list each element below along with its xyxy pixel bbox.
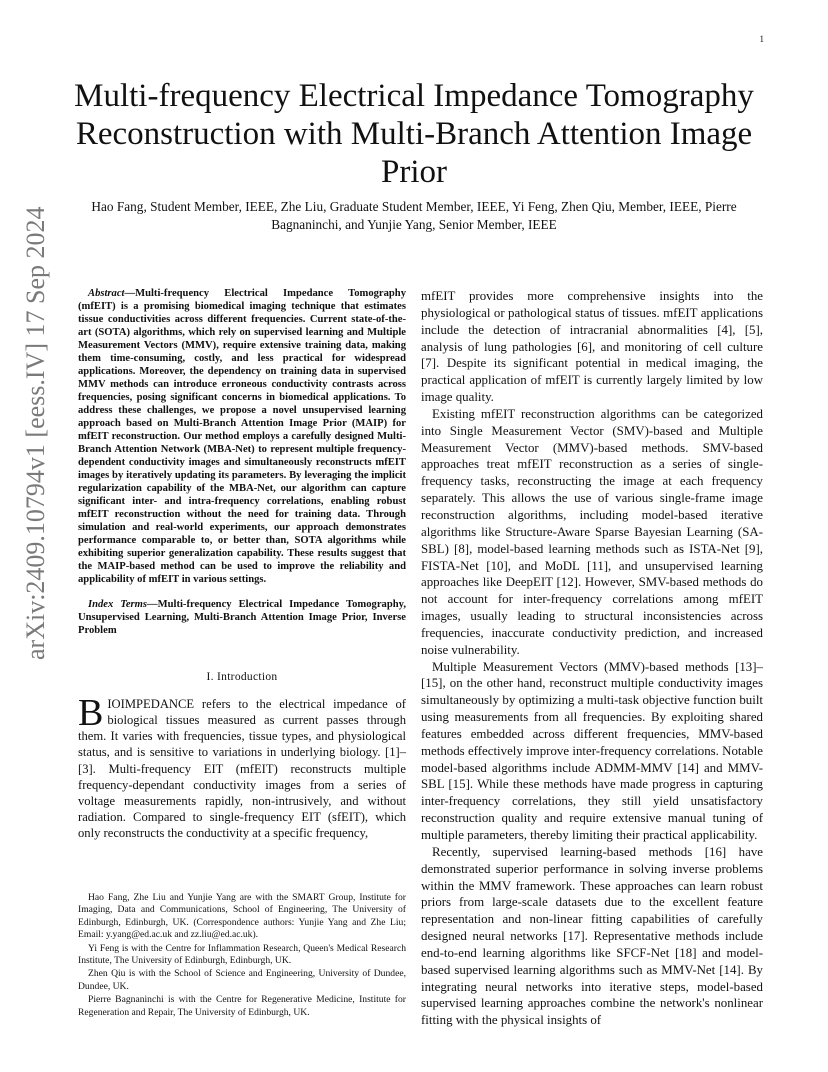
footnote: Zhen Qiu is with the School of Science and Engineering, University of Dundee, Dundee, UK. bbox=[78, 968, 406, 992]
index-terms-text: —Multi-frequency Electrical Impedance Tomography, Unsupervised Learning, Multi-Branch Attention Image Prior, Inverse Problem bbox=[78, 599, 406, 636]
intro-paragraph bbox=[78, 691, 406, 842]
right-column bbox=[421, 288, 763, 1029]
body-paragraph: Existing mfEIT reconstruction algorithms can be categorized into Single Measurement Vector (SMV)-based and Multiple Measurement Vector (MMV)-based methods. SMV-based approaches treat mfEIT reconstruction as a series of single-frequency tasks, reconstructing the image at each frequency separately. This allows the use of various single-frame image reconstruction algorithms, including model-based iterative algorithms like Structure-Aware Sparse Bayesian Learning (SA-SBL) [8], model-based learning methods such as ISTA-Net [9], FISTA-Net [10], and MoDL [11], and unsupervised learning approaches like DeepEIT [12]. However, SMV-based methods do not account for inter-frequency correlations among mfEIT images, usually leading to structural inconsistencies across frequencies, inaccurate conductivity prediction, and increased noise vulnerability. bbox=[421, 406, 763, 657]
footnotes bbox=[78, 892, 406, 1020]
index-terms-label: Index Terms bbox=[88, 599, 148, 610]
author-list: Hao Fang, Student Member, IEEE, Zhe Liu, Graduate Student Member, IEEE, Yi Feng, Zhen Qiu, Member, IEEE, Pierre Bagnaninchi, and Yunjie Yang, Senior Member, IEEE bbox=[91, 199, 737, 232]
drop-cap: B bbox=[78, 691, 104, 734]
index-terms bbox=[78, 598, 406, 637]
left-column bbox=[78, 287, 406, 842]
footnote: Hao Fang, Zhe Liu and Yunjie Yang are with the SMART Group, Institute for Imaging, Data and Communications, School of Engineering, The University of Edinburgh, Edinburgh, UK. (Correspondence authors: Yunjie Yang and Zhe Liu; Email: y.yang@ed.ac.uk and zz.liu@ed.ac.uk). bbox=[78, 892, 406, 941]
footnote: Yi Feng is with the Centre for Inflammation Research, Queen's Medical Research Institute, The University of Edinburgh, Edinburgh, UK. bbox=[78, 942, 406, 967]
section-heading: I. Introduction bbox=[206, 671, 278, 683]
paper-title: Multi-frequency Electrical Impedance Tomography Reconstruction with Multi-Branch Attention Image Prior bbox=[74, 78, 754, 190]
abstract bbox=[78, 287, 406, 586]
body-paragraph: mfEIT provides more comprehensive insights into the physiological or pathological status of tissues. mfEIT applications include the detection of intracranial abnormalities [4], [5], analysis of lung pathologies [6], and monitoring of cell culture [7]. Despite its significant potential in medical imaging, the practical application of mfEIT is currently largely limited by low image quality. bbox=[421, 289, 763, 405]
page-number: 1 bbox=[759, 34, 764, 44]
abstract-text: —Multi-frequency Electrical Impedance Tomography (mfEIT) is a promising biomedical imaging technique that estimates tissue conductivities across different frequencies. Current state-of-the-art (SOTA) algorithms, which rely on supervised learning and Multiple Measurement Vectors (MMV), require extensive training data, making them time-consuming, costly, and less practical for widespread applications. Moreover, the dependency on training data in supervised MMV methods can introduce erroneous conductivity contrasts across frequencies, posing significant concerns in biomedical applications. To address these challenges, we propose a novel unsupervised learning approach based on Multi-Branch Attention Image Prior (MAIP) for mfEIT reconstruction. Our method employs a carefully designed Multi-Branch Attention Network (MBA-Net) to represent multiple frequency-dependent conductivity images and simultaneously reconstructs mfEIT images by iteratively updating its parameters. By leveraging the implicit regularization capability of the MBA-Net, our algorithm can capture significant inter- and intra-frequency correlations, enabling robust mfEIT reconstruction without the need for training data. Through simulation and real-world experiments, our approach demonstrates performance comparable to, or better than, SOTA algorithms while exhibiting superior generalization capability. These results suggest that the MAIP-based method can be used to improve the reliability and applicability of mfEIT in various settings. bbox=[78, 288, 406, 585]
body-paragraph: Multiple Measurement Vectors (MMV)-based methods [13]–[15], on the other hand, reconstruct multiple conductivity images simultaneously by optimizing a multi-task objective function built using measurements from all frequencies. By exploiting shared features embedded across different frequencies, MMV-based methods effectively improve inter-frequency correlations. Notable model-based algorithms include ADMM-MMV [14] and MMV-SBL [15]. While these methods have made progress in capturing inter-frequency correlations, they still yield unsatisfactory reconstruction quality and require extensive manual tuning of multiple parameters, thereby limiting their practical applicability. bbox=[421, 659, 763, 842]
abstract-label: Abstract bbox=[88, 288, 125, 299]
arxiv-stamp: arXiv:2409.10794v1 [eess.IV] 17 Sep 2024 bbox=[21, 206, 50, 660]
body-paragraph: Recently, supervised learning-based methods [16] have demonstrated superior performance in solving inverse problems within the MMV framework. These approaches can learn robust priors from large-scale datasets due to the excellent feature representation and non-linear fitting capabilities of carefully designed neural networks [17]. Representative methods include end-to-end learning algorithms like SFCF-Net [18] and model-based supervised learning algorithms such as MMV-Net [14]. By integrating neural networks into iterative steps, model-based supervised learning approaches combine the network's nonlinear fitting with the physical insights of bbox=[421, 844, 763, 1028]
footnote: Pierre Bagnaninchi is with the Centre for Regenerative Medicine, Institute for Regeneration and Repair, The University of Edinburgh, UK. bbox=[78, 994, 406, 1018]
intro-text: IOIMPEDANCE refers to the electrical impedance of biological tissues measured as current passes through them. It varies with frequencies, tissue types, and physiological status, and is sensitive to variations in underlying biology. [1]–[3]. Multi-frequency EIT (mfEIT) reconstructs multiple frequency-dependant conductivity images from a series of voltage measurements rapidly, non-intrusively, and without radiation. Compared to single-frequency EIT (sfEIT), which only reconstructs the conductivity at a specific frequency, bbox=[78, 696, 406, 841]
